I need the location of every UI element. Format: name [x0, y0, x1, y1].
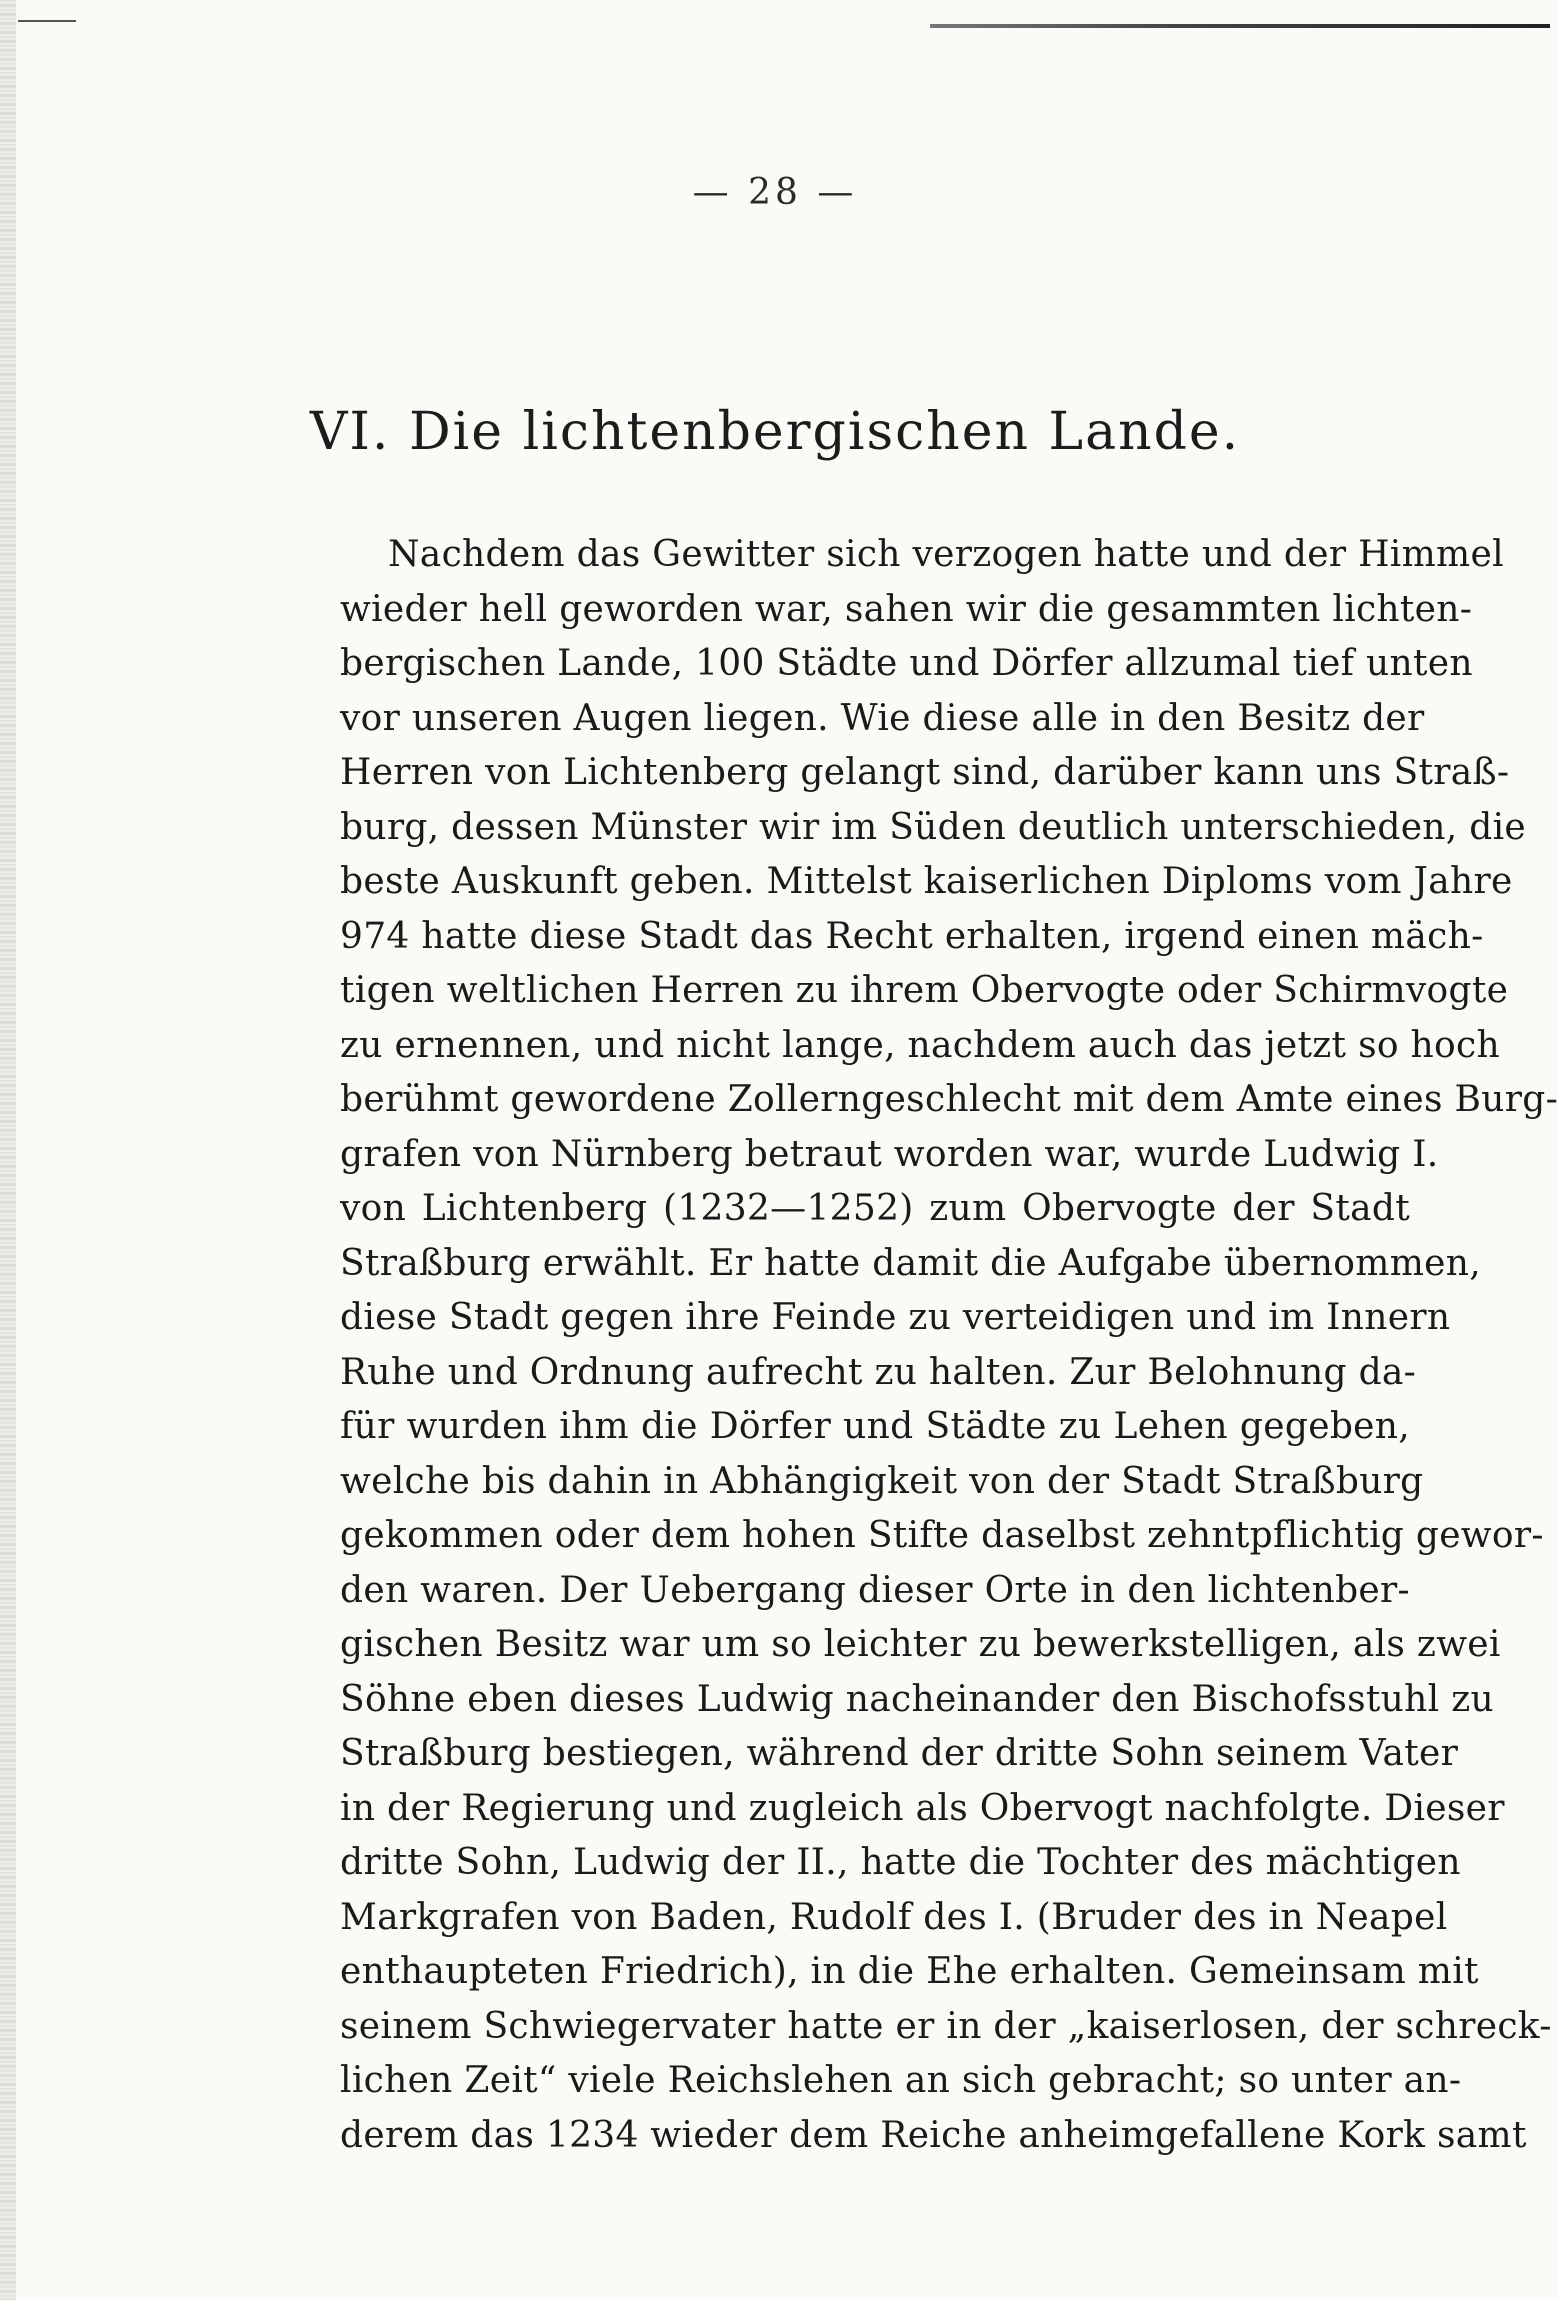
page-number: — 28 —: [692, 172, 858, 213]
text-line: Nachdem das Gewitter sich verzogen hatte und der Himmel: [388, 534, 1504, 575]
text-line: den waren. Der Uebergang dieser Orte in den lichtenber-: [340, 1569, 1410, 1611]
text-line: tigen weltlichen Herren zu ihrem Obervogte oder Schirmvogte: [340, 970, 1509, 1011]
text-line: enthaupteten Friedrich), in die Ehe erhalten. Gemeinsam mit: [340, 1951, 1479, 1992]
text-line: vor unseren Augen liegen. Wie diese alle in den Besitz der: [340, 697, 1425, 739]
edge-mark: [18, 20, 76, 22]
text-line: seinem Schwiegervater hatte er in der „kaiserlosen, der schreck-: [340, 2005, 1552, 2047]
text-line: grafen von Nürnberg betraut worden war, wurde Ludwig I.: [340, 1133, 1439, 1175]
text-line: gekommen oder dem hohen Stifte daselbst zehntpflichtig gewor-: [340, 1515, 1544, 1556]
text-line: in der Regierung und zugleich als Obervogt nachfolgte. Dieser: [340, 1787, 1505, 1829]
text-line: lichen Zeit“ viele Reichslehen an sich gebracht; so unter an-: [340, 2060, 1462, 2101]
text-line: Straßburg erwählt. Er hatte damit die Aufgabe übernommen,: [340, 1242, 1481, 1284]
text-line: wieder hell geworden war, sahen wir die gesammten lichten-: [340, 588, 1473, 630]
text-line: gischen Besitz war um so leichter zu bewerkstelligen, als zwei: [340, 1624, 1501, 1665]
text-line: Herren von Lichtenberg gelangt sind, darüber kann uns Straß-: [340, 752, 1510, 793]
text-line: Markgrafen von Baden, Rudolf des I. (Bruder des in Neapel: [340, 1896, 1448, 1938]
text-line: diese Stadt gegen ihre Feinde zu verteidigen und im Innern: [340, 1297, 1451, 1338]
text-line: welche bis dahin in Abhängigkeit von der Stadt Straßburg: [340, 1460, 1424, 1502]
text-line: derem das 1234 wieder dem Reiche anheimgefallene Kork samt: [340, 2114, 1527, 2156]
text-line: bergischen Lande, 100 Städte und Dörfer allzumal tief unten: [340, 643, 1473, 684]
body-text: [340, 528, 1558, 2163]
text-line: Söhne eben dieses Ludwig nacheinander den Bischofsstuhl zu: [340, 1678, 1494, 1720]
text-line: 974 hatte diese Stadt das Recht erhalten, irgend einen mäch-: [340, 915, 1484, 957]
text-line: zu ernennen, und nicht lange, nachdem auch das jetzt so hoch: [340, 1024, 1500, 1066]
text-line: dritte Sohn, Ludwig der II., hatte die Tochter des mächtigen: [340, 1842, 1461, 1883]
text-line: Straßburg bestiegen, während der dritte Sohn seinem Vater: [340, 1733, 1459, 1774]
text-line: burg, dessen Münster wir im Süden deutlich unterschieden, die: [340, 806, 1527, 848]
text-line: berühmt gewordene Zollerngeschlecht mit dem Amte eines Burg-: [340, 1079, 1558, 1120]
binding-edge: [0, 0, 16, 2300]
text-line: für wurden ihm die Dörfer und Städte zu Lehen gegeben,: [340, 1406, 1410, 1447]
text-line: von Lichtenberg (1232—1252) zum Obervogte der Stadt: [340, 1188, 1410, 1229]
top-rule: [930, 24, 1550, 28]
text-line: Ruhe und Ordnung aufrecht zu halten. Zur Belohnung da-: [340, 1351, 1417, 1393]
text-line: beste Auskunft geben. Mittelst kaiserlichen Diploms vom Jahre: [340, 861, 1513, 902]
chapter-title: VI. Die lichtenbergischen Lande.: [309, 402, 1241, 462]
